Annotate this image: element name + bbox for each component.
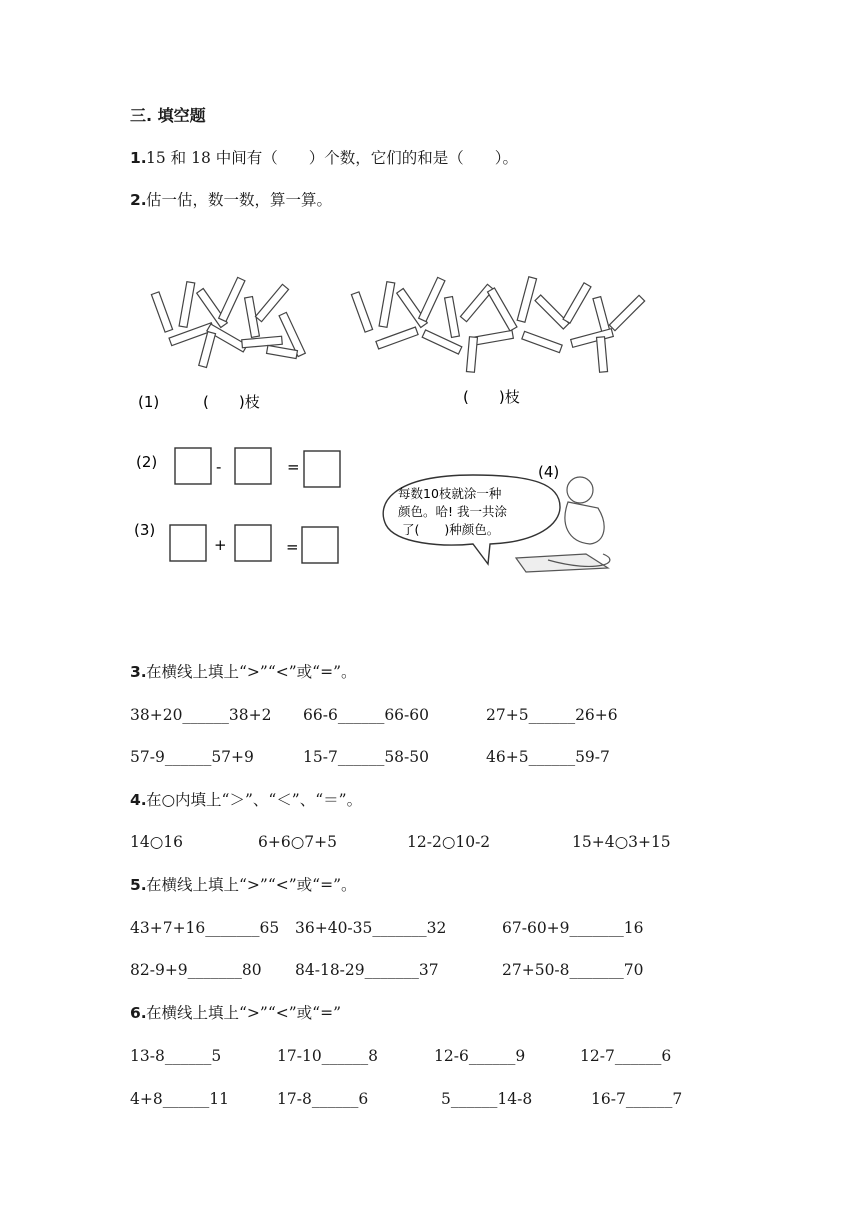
- comparison-item: 84-18-29_______37: [295, 961, 439, 979]
- comparison-item: 13-8______5: [130, 1047, 222, 1065]
- pencil-cluster-right-icon: [351, 277, 644, 373]
- operator-equals: =: [286, 538, 299, 556]
- part-1-label: (1): [138, 393, 160, 411]
- question-text: 15 和 18 中间有（ ）个数，它们的和是（ ）。: [146, 149, 518, 167]
- comparison-item: 27+5______26+6: [486, 706, 618, 724]
- question-number: 1.: [130, 149, 147, 167]
- comparison-item: 82-9+9_______80: [130, 961, 262, 979]
- question-number: 3.: [130, 663, 147, 681]
- question-number: 2.: [130, 191, 147, 209]
- answer-box: [170, 525, 206, 561]
- comparison-item: 43+7+16_______65: [130, 919, 280, 937]
- pencil-counting-figure: [128, 262, 668, 592]
- comparison-item: 12-7______6: [580, 1047, 672, 1065]
- part-1-blank: ( )枝: [203, 393, 260, 411]
- answer-box: [175, 448, 211, 484]
- part-2-label: (2): [136, 453, 158, 471]
- answer-box: [304, 451, 340, 487]
- question-text: 在○内填上“＞”、“＜”、“＝”。: [146, 791, 363, 809]
- answer-box: [235, 448, 271, 484]
- part-1-blank-right: ( )枝: [463, 388, 520, 406]
- operator-equals: =: [287, 458, 300, 476]
- bubble-text-line-1: 每数10枝就涂一种: [398, 486, 502, 501]
- question-number: 6.: [130, 1004, 147, 1022]
- comparison-item: 12-2○10-2: [407, 833, 491, 851]
- comparison-item: 14○16: [130, 833, 183, 851]
- operator-plus: +: [214, 536, 227, 554]
- comparison-item: 15-7______58-50: [303, 748, 430, 766]
- comparison-item: 15+4○3+15: [572, 833, 671, 851]
- comparison-item: 66-6______66-60: [303, 706, 430, 724]
- pencil-cluster-left-icon: [151, 277, 305, 367]
- comparison-item: 57-9______57+9: [130, 748, 254, 766]
- question-number: 4.: [130, 791, 147, 809]
- comparison-item: 16-7______7: [591, 1090, 683, 1108]
- part-3-label: (3): [134, 521, 156, 539]
- bubble-text-line-3: 了( )种颜色。: [402, 522, 500, 537]
- operator-minus: -: [216, 458, 222, 476]
- comparison-item: 38+20______38+2: [130, 706, 272, 724]
- part-4-label: (4): [538, 463, 560, 481]
- bubble-text-line-2: 颜色。哈! 我一共涂: [398, 504, 507, 519]
- question-text: 在横线上填上“>”“<”或“=”。: [146, 663, 357, 681]
- question-number: 5.: [130, 876, 147, 894]
- comparison-item: 6+6○7+5: [258, 833, 337, 851]
- question-text: 估一估，数一数，算一算。: [146, 191, 333, 209]
- comparison-item: 27+50-8_______70: [502, 961, 644, 979]
- comparison-item: 17-10______8: [277, 1047, 379, 1065]
- comparison-item: 12-6______9: [434, 1047, 526, 1065]
- comparison-item: 36+40-35_______32: [295, 919, 447, 937]
- question-text: 在横线上填上“>”“<”或“=”。: [146, 876, 357, 894]
- comparison-item: 5______14-8: [441, 1090, 533, 1108]
- answer-box: [235, 525, 271, 561]
- comparison-item: 67-60+9_______16: [502, 919, 644, 937]
- comparison-item: 46+5______59-7: [486, 748, 610, 766]
- answer-box: [302, 527, 338, 563]
- comparison-item: 4+8______11: [130, 1090, 229, 1108]
- comparison-item: 17-8______6: [277, 1090, 369, 1108]
- section-title: 三. 填空题: [130, 106, 206, 125]
- question-text: 在横线上填上“>”“<”或“=”: [146, 1004, 342, 1022]
